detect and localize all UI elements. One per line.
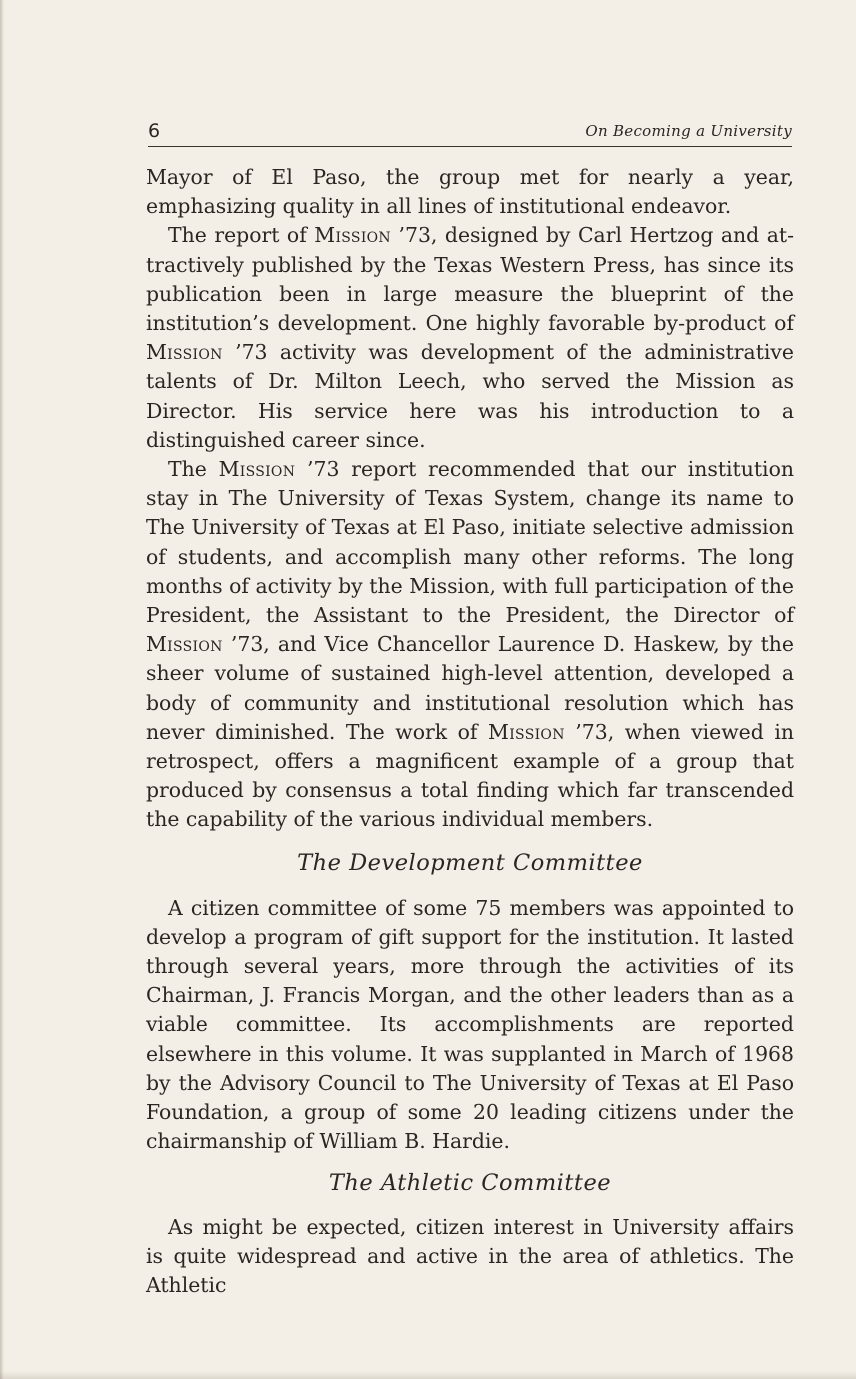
mission-small-caps: Mission [488, 719, 565, 744]
mission-small-caps: Mission [146, 632, 223, 657]
heading-development-committee: The Development Committee [297, 849, 643, 876]
text-run: ’73, when viewed in retrospect, offers a magnificent example of a group that produced by consensus a total finding which far transcended the capability of the various individual members. [146, 719, 794, 832]
binding-edge [0, 0, 4, 1379]
text-run: ’73 activity was development of the administrative talents of Dr. Milton Leech, who served the Mission as Director. His service here was his introduction to a distinguished career since. [146, 340, 794, 452]
paragraph-continuation: Mayor of El Paso, the group met for nearly a year, emphasizing quality in all lines of institutional endeavor. [146, 165, 794, 219]
body-text [146, 163, 794, 1300]
text-run: The [168, 457, 219, 482]
book-title: On Becoming a University [585, 122, 792, 140]
mission-small-caps: Mission [146, 340, 223, 365]
paragraph-development-committee: A citizen committee of some 75 members was appointed to develop a program of gift support for the institution. It lasted through several years, more through the activities of its Chairman, J. Francis Morgan, and the other leaders than as a viable committee. Its accomplishments are reported elsewhere in this volume. It was supplanted in March of 1968 by the Advisory Council to The University of Texas at El Paso Foundation, a group of some 20 leading citizens under the chairmanship of William B. Hardie. [146, 895, 794, 1154]
paragraph-athletic-committee: As might be expected, citizen interest in University affairs is quite widespread and active in the area of athletics. The Athletic [146, 1214, 794, 1297]
text-run: ’73, and Vice Chancellor Laurence D. Haskew, by the sheer volume of sustained high-level attention, developed a body of community and institutional resolution which has never diminished. The work of [146, 632, 794, 744]
page-bottom-shade [0, 1371, 856, 1379]
text-run: The report of [168, 223, 315, 248]
paragraph-mission-report [146, 221, 794, 455]
running-head [148, 118, 792, 147]
paragraph-mission-recommendations [146, 455, 794, 835]
heading-athletic-committee: The Athletic Committee [328, 1169, 612, 1196]
text-run: ’73, designed by Carl Hertzog and attractively published by the Texas Western Press, has since its publication been in large measure the blueprint of the institution’s development. One highly favorable by-product of [146, 223, 794, 336]
mission-small-caps: Mission [218, 457, 296, 482]
mission-small-caps: Mission [314, 223, 391, 248]
page-number: 6 [148, 120, 161, 142]
text-run: ’73 report recommended that our institution stay in The University of Texas System, change its name to The University of Texas at El Paso, initiate selective admission of students, and accomplish many other reforms. The long months of activity by the Mission, with full participation of the President, the Assistant to the President, the Director of [146, 457, 794, 628]
